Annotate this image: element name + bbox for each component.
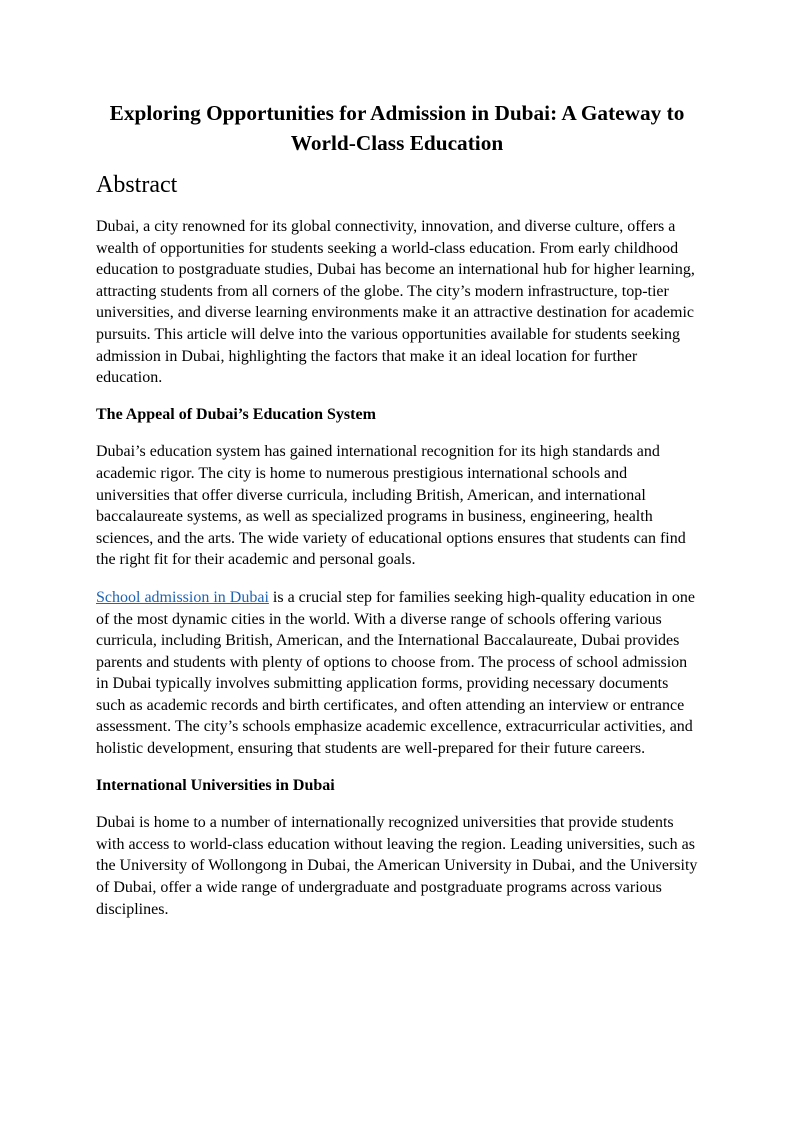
abstract-heading: Abstract [96, 172, 178, 198]
abstract-paragraph: Dubai, a city renowned for its global connectivity, innovation, and diverse culture, offers a wealth of opportunities for students seeking a world-class education. From early childhood education to postgraduate studies, Dubai has become an international hub for higher learning, attracting students from all corners of the globe. The city’s modern infrastructure, top-tier universities, and diverse learning environments make it an attractive destination for academic pursuits. This article will delve into the various opportunities available for students seeking admission in Dubai, highlighting the factors that make it an ideal location for further education. [96, 218, 695, 387]
paragraph-school-admission-text: is a crucial step for families seeking high-quality education in one of the most dynamic cities in the world. With a diverse range of schools offering various curricula, including British, American, and the International Baccalaureate, Dubai provides parents and students with plenty of options to choose from. The process of school admission in Dubai typically involves submitting application forms, providing necessary documents such as academic records and birth certificates, and often attending an interview or entrance assessment. The city’s schools emphasize academic excellence, extracurricular activities, and holistic development, ensuring that students are well-prepared for their future careers. [96, 588, 695, 758]
section-heading-universities: International Universities in Dubai [96, 776, 335, 794]
section-heading-education-system: The Appeal of Dubai’s Education System [96, 405, 376, 423]
document-title: Exploring Opportunities for Admission in Dubai: A Gateway to World-Class Education [109, 101, 685, 155]
paragraph-universities: Dubai is home to a number of internationally recognized universities that provide students with access to world-class education without leaving the region. Leading universities, such as the University of Wollongong in Dubai, the American University in Dubai, and the University of Dubai, offer a wide range of undergraduate and postgraduate programs across various disciplines. [96, 814, 698, 918]
paragraph-education-system: Dubai’s education system has gained international recognition for its high standards and academic rigor. The city is home to numerous prestigious international schools and universities that offer diverse curricula, including British, American, and international baccalaureate systems, as well as specialized programs in business, engineering, health sciences, and the arts. The wide variety of educational options ensures that students can find the right fit for their academic and personal goals. [96, 443, 686, 569]
school-admission-link[interactable]: School admission in Dubai [96, 588, 269, 606]
paragraph-school-admission [96, 587, 698, 760]
document-page [96, 96, 698, 920]
